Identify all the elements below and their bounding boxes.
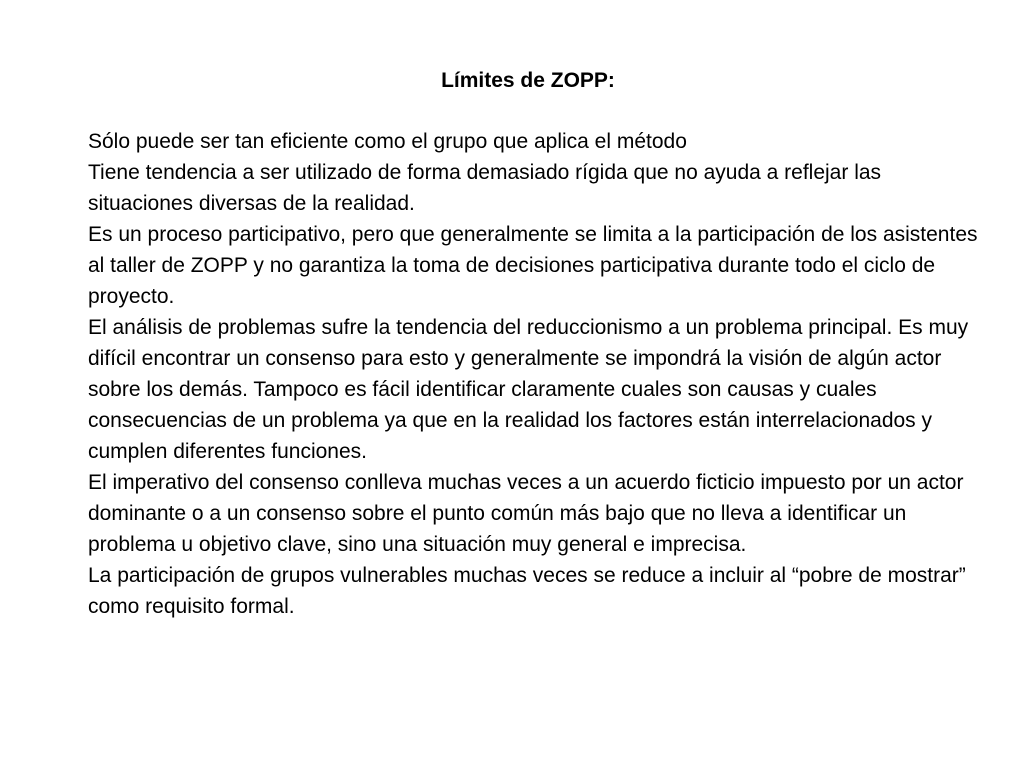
paragraph-consensus: El imperativo del consenso conlleva muchas veces a un acuerdo ficticio impuesto por un actor dominante o a un consenso sobre el punto común más bajo que no lleva a identificar un problema u objetivo clave, sino una situación muy general e imprecisa. <box>88 471 964 556</box>
paragraph-vulnerable-groups: La participación de grupos vulnerables muchas veces se reduce a incluir al “pobre de mostrar” como requisito formal. <box>88 564 966 618</box>
paragraph-efficiency: Sólo puede ser tan eficiente como el grupo que aplica el método <box>88 130 687 153</box>
slide-body <box>88 126 988 622</box>
slide-title: Límites de ZOPP: <box>441 69 615 92</box>
paragraph-participation: Es un proceso participativo, pero que generalmente se limita a la participación de los asistentes al taller de ZOPP y no garantiza la toma de decisiones participativa durante todo el ciclo de proyecto. <box>88 223 978 308</box>
paragraph-rigidity: Tiene tendencia a ser utilizado de forma demasiado rígida que no ayuda a reflejar las situaciones diversas de la realidad. <box>88 161 882 215</box>
paragraph-reductionism: El análisis de problemas sufre la tendencia del reduccionismo a un problema principal. Es muy difícil encontrar un consenso para esto y generalmente se impondrá la visión de algún actor sobre los demás. Tampoco es fácil identificar claramente cuales son causas y cuales consecuencias de un problema ya que en la realidad los factores están interrelacionados y cumplen diferentes funciones. <box>88 316 969 463</box>
